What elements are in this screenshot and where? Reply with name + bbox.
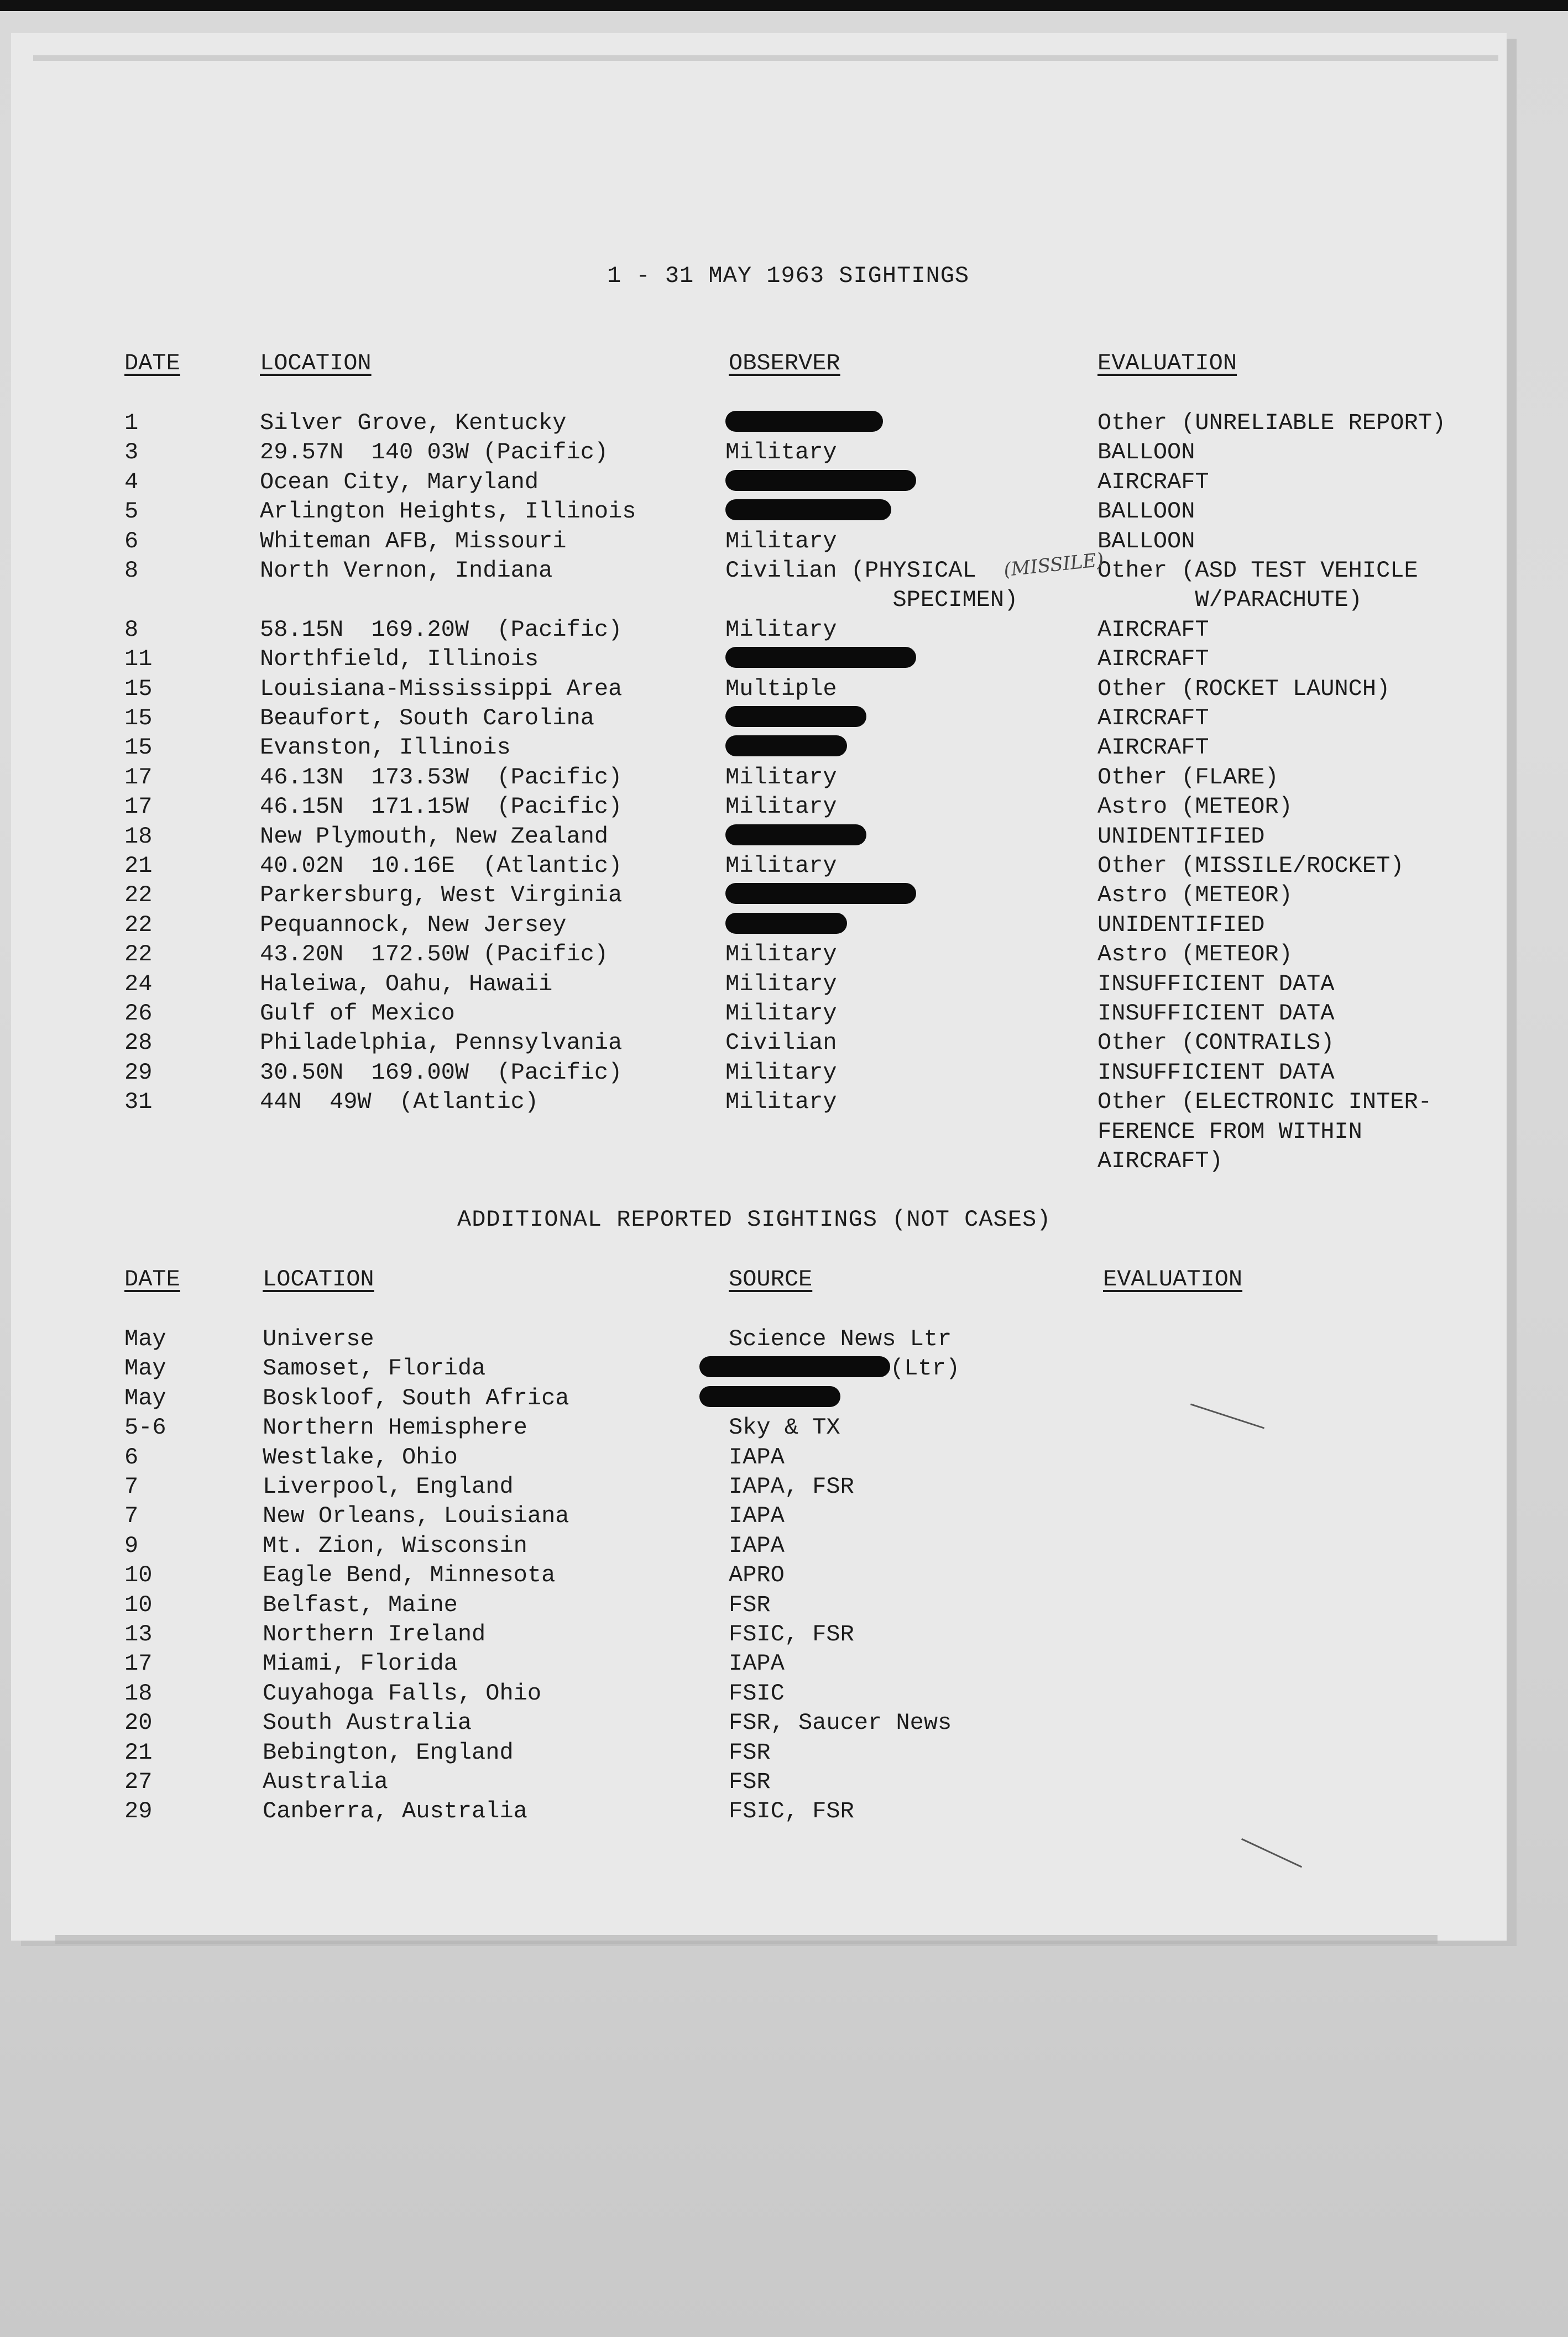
additional-section-title: ADDITIONAL REPORTED SIGHTINGS (NOT CASES) — [457, 1206, 1052, 1233]
sighting-evaluation: UNIDENTIFIED — [1097, 823, 1265, 850]
sighting-evaluation: Other (ELECTRONIC INTER- — [1097, 1089, 1432, 1116]
redaction-bar — [725, 910, 847, 940]
additional-date: 10 — [124, 1591, 153, 1618]
paper-edge-shadow-bottom — [55, 1935, 1438, 1944]
additional-source — [699, 1383, 840, 1413]
redaction-mark — [699, 1356, 890, 1377]
sighting-evaluation: AIRCRAFT) — [1097, 1148, 1223, 1174]
sighting-row — [0, 467, 1568, 497]
sighting-evaluation: UNIDENTIFIED — [1097, 911, 1265, 938]
redaction-bar — [725, 408, 883, 438]
sighting-observer: Military — [725, 1059, 837, 1086]
additional-location: Westlake, Ohio — [263, 1444, 458, 1471]
sighting-row — [0, 969, 1568, 999]
additional-date: 7 — [124, 1473, 139, 1500]
additional-source — [699, 1353, 960, 1383]
sighting-row — [0, 822, 1568, 851]
redaction-bar — [725, 880, 916, 910]
additional-row — [0, 1738, 1568, 1768]
additional-header-date: DATE — [124, 1266, 180, 1293]
redaction-mark — [725, 735, 847, 756]
sighting-date: 17 — [124, 764, 153, 791]
redaction-mark — [725, 706, 866, 727]
sighting-date: 8 — [124, 616, 139, 643]
additional-date: May — [124, 1384, 166, 1411]
additional-source: FSIC, FSR — [729, 1621, 854, 1648]
additional-row — [0, 1442, 1568, 1472]
additional-location: Canberra, Australia — [263, 1798, 527, 1825]
sighting-row — [0, 880, 1568, 910]
additional-row — [0, 1501, 1568, 1531]
sighting-evaluation: AIRCRAFT — [1097, 616, 1209, 643]
sighting-evaluation: Other (ROCKET LAUNCH) — [1097, 675, 1391, 702]
additional-date: 27 — [124, 1769, 153, 1795]
sighting-evaluation: Astro (METEOR) — [1097, 793, 1293, 820]
additional-source: IAPA — [729, 1503, 785, 1530]
sighting-date: 29 — [124, 1059, 153, 1086]
additional-location: Northern Hemisphere — [263, 1414, 527, 1441]
additional-row — [0, 1590, 1568, 1620]
additional-date: 21 — [124, 1739, 153, 1766]
sighting-location: 58.15N 169.20W (Pacific) — [260, 616, 623, 643]
redaction-bar — [725, 703, 866, 733]
additional-location: Miami, Florida — [263, 1650, 458, 1677]
additional-date: May — [124, 1355, 166, 1382]
sighting-observer: Military — [725, 970, 837, 997]
additional-row — [0, 1472, 1568, 1502]
sighting-date: 18 — [124, 823, 153, 850]
sightings-header-observer: OBSERVER — [729, 350, 840, 377]
additional-row — [0, 1324, 1568, 1354]
additional-location: Mt. Zion, Wisconsin — [263, 1532, 527, 1559]
additional-row — [0, 1383, 1568, 1413]
redaction-mark — [699, 1386, 840, 1407]
additional-header-location: LOCATION — [263, 1266, 374, 1293]
additional-location: Boskloof, South Africa — [263, 1384, 569, 1411]
sighting-date: 26 — [124, 1000, 153, 1027]
sighting-row — [0, 408, 1568, 438]
sighting-date: 28 — [124, 1029, 153, 1057]
sighting-row — [0, 792, 1568, 822]
redaction-bar — [725, 644, 916, 674]
handwritten-note: (MISSILE) — [1002, 548, 1105, 582]
additional-source: FSR — [729, 1739, 771, 1766]
additional-header-evaluation: EVALUATION — [1103, 1266, 1243, 1293]
additional-location: Northern Ireland — [263, 1621, 486, 1648]
additional-row — [0, 1708, 1568, 1738]
additional-row — [0, 1619, 1568, 1649]
sighting-date: 22 — [124, 911, 153, 938]
sightings-header-location: LOCATION — [260, 350, 372, 377]
additional-date: 7 — [124, 1503, 139, 1530]
additional-date: 5-6 — [124, 1414, 166, 1441]
sighting-date: 17 — [124, 793, 153, 820]
additional-source: FSIC — [729, 1680, 785, 1707]
additional-row — [0, 1796, 1568, 1826]
additional-row — [0, 1413, 1568, 1442]
sighting-row — [0, 1087, 1568, 1117]
additional-date: May — [124, 1326, 166, 1352]
additional-date: 9 — [124, 1532, 139, 1559]
redaction-bar — [725, 496, 891, 526]
additional-row — [0, 1649, 1568, 1679]
redaction-bar — [725, 467, 916, 497]
sighting-location: North Vernon, Indiana — [260, 557, 553, 584]
sighting-location: 29.57N 140 03W (Pacific) — [260, 439, 609, 466]
scan-top-border — [0, 0, 1568, 11]
additional-location: Liverpool, England — [263, 1473, 514, 1500]
sighting-location: Philadelphia, Pennsylvania — [260, 1029, 623, 1057]
sighting-location: Beaufort, South Carolina — [260, 705, 594, 731]
redaction-mark — [725, 499, 891, 520]
sighting-evaluation: FERENCE FROM WITHIN — [1097, 1118, 1362, 1145]
sighting-observer: Military — [725, 527, 837, 555]
additional-date: 10 — [124, 1562, 153, 1589]
sighting-row — [0, 1028, 1568, 1058]
sighting-location: 30.50N 169.00W (Pacific) — [260, 1059, 623, 1086]
sighting-location: Northfield, Illinois — [260, 646, 539, 673]
sighting-evaluation: BALLOON — [1097, 498, 1195, 525]
sighting-observer: Civilian — [725, 1029, 837, 1057]
additional-source: FSR, Saucer News — [729, 1709, 952, 1737]
sighting-location: Louisiana-Mississippi Area — [260, 675, 623, 702]
sighting-evaluation: Astro (METEOR) — [1097, 882, 1293, 909]
additional-row — [0, 1560, 1568, 1590]
sighting-date: 8 — [124, 557, 139, 584]
sighting-observer: Military — [725, 764, 837, 791]
sighting-row — [0, 998, 1568, 1028]
additional-row — [0, 1767, 1568, 1797]
sighting-location: 46.13N 173.53W (Pacific) — [260, 764, 623, 791]
sighting-row — [0, 526, 1568, 556]
sighting-location: 40.02N 10.16E (Atlantic) — [260, 853, 623, 879]
sighting-date: 21 — [124, 853, 153, 879]
additional-location: Samoset, Florida — [263, 1355, 486, 1382]
sighting-row — [0, 939, 1568, 969]
sighting-row — [0, 615, 1568, 645]
redaction-mark — [725, 647, 916, 668]
sighting-observer: Military — [725, 1000, 837, 1027]
sightings-header-evaluation: EVALUATION — [1097, 350, 1237, 377]
additional-date: 20 — [124, 1709, 153, 1737]
sighting-evaluation: INSUFFICIENT DATA — [1097, 1000, 1335, 1027]
additional-row — [0, 1679, 1568, 1708]
additional-location: Australia — [263, 1769, 388, 1795]
sighting-evaluation: INSUFFICIENT DATA — [1097, 970, 1335, 997]
additional-date: 18 — [124, 1680, 153, 1707]
sighting-location: Arlington Heights, Illinois — [260, 498, 636, 525]
sighting-evaluation: AIRCRAFT — [1097, 734, 1209, 761]
sighting-row — [0, 556, 1568, 585]
redaction-bar — [725, 733, 847, 762]
additional-source: Science News Ltr — [729, 1326, 952, 1352]
sighting-location: Whiteman AFB, Missouri — [260, 527, 567, 555]
redaction-bar — [725, 822, 866, 851]
additional-header-source: SOURCE — [729, 1266, 813, 1293]
sighting-date: 11 — [124, 646, 153, 673]
sighting-row — [0, 762, 1568, 792]
additional-source: FSIC, FSR — [729, 1798, 854, 1825]
additional-source: IAPA — [729, 1650, 785, 1677]
additional-date: 13 — [124, 1621, 153, 1648]
redaction-mark — [725, 470, 916, 491]
sighting-row — [0, 910, 1568, 940]
additional-row — [0, 1531, 1568, 1561]
sighting-observer: Multiple — [725, 675, 837, 702]
sighting-location: Gulf of Mexico — [260, 1000, 455, 1027]
sighting-observer: Military — [725, 616, 837, 643]
additional-source-text: (Ltr) — [890, 1355, 960, 1382]
redaction-mark — [725, 883, 916, 904]
sighting-evaluation: BALLOON — [1097, 527, 1195, 555]
sighting-row — [0, 1058, 1568, 1088]
sighting-location: Ocean City, Maryland — [260, 468, 539, 495]
sighting-evaluation: AIRCRAFT — [1097, 705, 1209, 731]
sighting-observer: SPECIMEN) — [725, 587, 1018, 614]
paper-edge-shadow-top — [33, 55, 1498, 61]
sightings-header-date: DATE — [124, 350, 180, 377]
redaction-mark — [725, 411, 883, 432]
sighting-evaluation: Other (UNRELIABLE REPORT) — [1097, 410, 1446, 436]
sighting-row — [0, 644, 1568, 674]
sighting-observer: Military — [725, 853, 837, 879]
sighting-location: 46.15N 171.15W (Pacific) — [260, 793, 623, 820]
additional-location: Cuyahoga Falls, Ohio — [263, 1680, 542, 1707]
sighting-date: 15 — [124, 675, 153, 702]
additional-source: IAPA — [729, 1532, 785, 1559]
redaction-mark — [725, 913, 847, 934]
sighting-row — [0, 733, 1568, 762]
sighting-row — [0, 496, 1568, 526]
additional-location: Universe — [263, 1326, 374, 1352]
sighting-observer: Military — [725, 793, 837, 820]
sighting-row — [0, 585, 1568, 615]
additional-source: FSR — [729, 1591, 771, 1618]
additional-date: 29 — [124, 1798, 153, 1825]
sighting-location: 44N 49W (Atlantic) — [260, 1089, 539, 1116]
sighting-location: New Plymouth, New Zealand — [260, 823, 609, 850]
sighting-date: 5 — [124, 498, 139, 525]
sighting-evaluation: INSUFFICIENT DATA — [1097, 1059, 1335, 1086]
additional-source: FSR — [729, 1769, 771, 1795]
sighting-location: Haleiwa, Oahu, Hawaii — [260, 970, 553, 997]
sighting-row — [0, 437, 1568, 467]
sighting-observer: Civilian (PHYSICAL — [725, 557, 976, 584]
sighting-date: 15 — [124, 734, 153, 761]
sighting-date: 4 — [124, 468, 139, 495]
additional-source: Sky & TX — [729, 1414, 840, 1441]
additional-row — [0, 1353, 1568, 1383]
sighting-date: 1 — [124, 410, 139, 436]
sighting-evaluation: Other (MISSILE/ROCKET) — [1097, 853, 1404, 879]
sighting-row — [0, 1117, 1568, 1147]
sighting-location: Evanston, Illinois — [260, 734, 511, 761]
sighting-evaluation: Astro (METEOR) — [1097, 941, 1293, 968]
sighting-evaluation: Other (FLARE) — [1097, 764, 1279, 791]
sighting-evaluation: AIRCRAFT — [1097, 646, 1209, 673]
sighting-evaluation: BALLOON — [1097, 439, 1195, 466]
sighting-observer: Military — [725, 941, 837, 968]
sighting-date: 6 — [124, 527, 139, 555]
additional-location: Belfast, Maine — [263, 1591, 458, 1618]
additional-location: South Australia — [263, 1709, 472, 1737]
additional-date: 17 — [124, 1650, 153, 1677]
additional-source: IAPA, FSR — [729, 1473, 854, 1500]
sighting-evaluation: AIRCRAFT — [1097, 468, 1209, 495]
redaction-mark — [725, 824, 866, 845]
sighting-row — [0, 703, 1568, 733]
additional-location: Eagle Bend, Minnesota — [263, 1562, 556, 1589]
sighting-row — [0, 1146, 1568, 1176]
sighting-location: Silver Grove, Kentucky — [260, 410, 567, 436]
sighting-date: 3 — [124, 439, 139, 466]
additional-location: Bebington, England — [263, 1739, 514, 1766]
additional-source: IAPA — [729, 1444, 785, 1471]
sighting-date: 24 — [124, 970, 153, 997]
sighting-date: 31 — [124, 1089, 153, 1116]
sighting-evaluation: Other (CONTRAILS) — [1097, 1029, 1335, 1057]
additional-location: New Orleans, Louisiana — [263, 1503, 569, 1530]
sighting-evaluation: Other (ASD TEST VEHICLE — [1097, 557, 1418, 584]
sighting-date: 15 — [124, 705, 153, 731]
sighting-location: 43.20N 172.50W (Pacific) — [260, 941, 609, 968]
sighting-location: Pequannock, New Jersey — [260, 911, 567, 938]
sighting-date: 22 — [124, 882, 153, 909]
page-title: 1 - 31 MAY 1963 SIGHTINGS — [607, 263, 970, 289]
additional-source: APRO — [729, 1562, 785, 1589]
sighting-evaluation: W/PARACHUTE) — [1097, 587, 1362, 614]
sighting-date: 22 — [124, 941, 153, 968]
sighting-observer: Military — [725, 1089, 837, 1116]
sighting-row — [0, 674, 1568, 704]
sighting-row — [0, 851, 1568, 881]
additional-date: 6 — [124, 1444, 139, 1471]
sighting-observer: Military — [725, 439, 837, 466]
sighting-location: Parkersburg, West Virginia — [260, 882, 623, 909]
